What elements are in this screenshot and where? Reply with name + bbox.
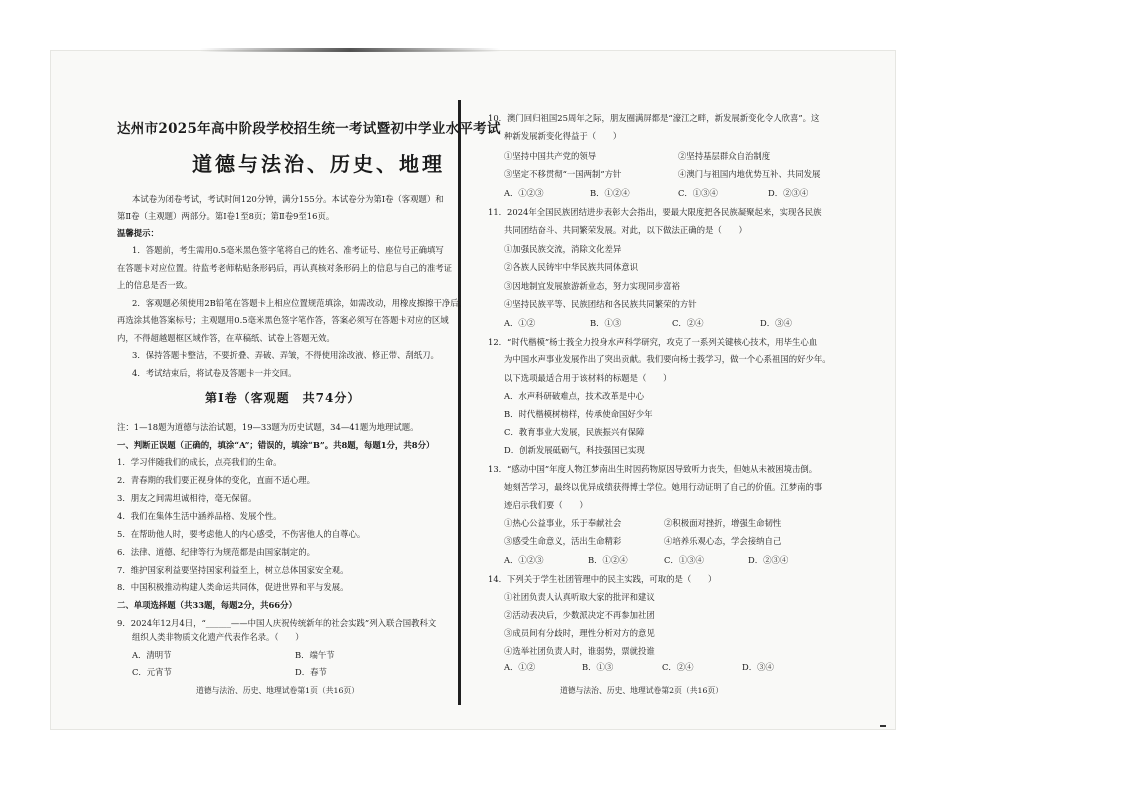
part1-heading: 一、判断正误题（正确的，填涂“A”；错误的，填涂“B”。共8题，每题1分，共8分） <box>117 440 435 450</box>
question-9-option-d: D．春节 <box>295 667 327 677</box>
question-9-line: 9．2024年12月4日，“______——中国人庆祝传统新年的社会实践”列入联合国教科文 <box>117 618 437 628</box>
exam-title: 达州市2025年高中阶段学校招生统一考试暨初中学业水平考试 <box>117 121 501 137</box>
question-10-option-d: D．②③④ <box>768 188 809 198</box>
question-11-statement: ③因地制宜发展旅游新业态，努力实现同步富裕 <box>504 281 680 291</box>
question-11-line: 共同团结奋斗、共同繁荣发展。对此，以下做法正确的是（ ） <box>504 225 747 235</box>
page-fold-divider <box>458 100 461 705</box>
question-13-option-c: C．①③④ <box>664 555 704 565</box>
question-11-option-d: D．③④ <box>760 318 792 328</box>
question-13-option-a: A．①②③ <box>504 555 544 565</box>
notice-line: 再选涂其他答案标号；主观题用0.5毫米黑色签字笔作答，答案必须写在答题卡对应的区域 <box>117 315 449 325</box>
true-false-item: 3．朋友之间需坦诚相待，毫无保留。 <box>117 493 257 503</box>
true-false-item: 7．维护国家利益要坚持国家利益至上，树立总体国家安全观。 <box>117 565 349 575</box>
question-14-statement: ④选举社团负责人时，谁弱势，票就投谁 <box>504 646 655 656</box>
scan-edge-shadow <box>200 48 500 52</box>
question-11-option-a: A．①② <box>504 318 536 328</box>
question-12-line: 以下选项最适合用于该材料的标题是（ ） <box>504 373 672 383</box>
question-14-statement: ①社团负责人认真听取大家的批评和建议 <box>504 592 655 602</box>
section-title: 第Ⅰ卷（客观题 共74分） <box>205 391 361 405</box>
notice-line: 1．答题前，考生需用0.5毫米黑色签字笔将自己的姓名、准考证号、座位号正确填写 <box>132 245 444 255</box>
true-false-item: 6．法律、道德、纪律等行为规范都是由国家制定的。 <box>117 547 315 557</box>
subject-title: 道德与法治、历史、地理 <box>192 152 445 176</box>
question-9-option-a: A．清明节 <box>132 650 172 660</box>
question-12-line: 为中国水声事业发展作出了突出贡献。我们要向杨士莪学习，做一个心系祖国的好少年。 <box>504 354 831 364</box>
question-11-option-c: C．②④ <box>672 318 704 328</box>
question-11-line: 11．2024年全国民族团结进步表彰大会指出，要最大限度把各民族凝聚起来，实现各民族 <box>488 207 822 217</box>
question-12-option-d: D．创新发展砥砺气，科技强国已实现 <box>504 445 645 455</box>
question-10-option-c: C．①③④ <box>678 188 718 198</box>
notice-line: 4．考试结束后，将试卷及答题卡一并交回。 <box>132 368 297 378</box>
question-13-statement: ②积极面对挫折，增强生命韧性 <box>664 518 782 528</box>
question-10-option-b: B．①②④ <box>590 188 630 198</box>
question-10-statement: ①坚持中国共产党的领导 <box>504 151 597 161</box>
question-12-option-a: A．水声科研破难点，技术改革是中心 <box>504 391 645 401</box>
part2-heading: 二、单项选择题（共33题，每题2分，共66分） <box>117 600 297 610</box>
question-9-line: 组织人类非物质文化遗产代表作名录。（ ） <box>132 632 304 642</box>
notice-line: 内，不得超越题框区域作答，在草稿纸、试卷上答题无效。 <box>117 333 335 343</box>
question-10-statement: ④澳门与祖国内地优势互补、共同发展 <box>678 169 821 179</box>
true-false-item: 1．学习伴随我们的成长，点亮我们的生命。 <box>117 457 282 467</box>
question-13-option-d: D．②③④ <box>748 555 789 565</box>
true-false-item: 2．青春期的我们要正视身体的变化，直面不适心理。 <box>117 475 315 485</box>
question-11-statement: ④坚持民族平等、民族团结和各民族共同繁荣的方针 <box>504 299 697 309</box>
question-13-statement: ④培养乐观心态，学会接纳自己 <box>664 536 782 546</box>
question-11-statement: ②各族人民铸牢中华民族共同体意识 <box>504 262 638 272</box>
question-10-option-a: A．①②③ <box>504 188 544 198</box>
question-10-statement: ②坚持基层群众自治制度 <box>678 151 771 161</box>
page-footer-right: 道德与法治、历史、地理试卷第2页（共16页） <box>560 686 724 695</box>
question-13-statement: ③感受生命意义，活出生命精彩 <box>504 536 622 546</box>
question-12-option-b: B．时代楷模树榜样，传承使命国好少年 <box>504 409 653 419</box>
question-13-line: 她刻苦学习，最终以优异成绩获得博士学位。她用行动证明了自己的价值。江梦南的事 <box>504 482 823 492</box>
question-10-line: 种新发展新变化得益于（ ） <box>504 131 622 141</box>
section-note: 注：1—18题为道德与法治试题，19—33题为历史试题，34—41题为地理试题。 <box>117 422 419 432</box>
question-9-option-b: B．端午节 <box>295 650 335 660</box>
question-13-option-b: B．①②④ <box>588 555 628 565</box>
page-footer-left: 道德与法治、历史、地理试卷第1页（共16页） <box>196 686 360 695</box>
true-false-item: 5．在帮助他人时，要考虑他人的内心感受，不伤害他人的自尊心。 <box>117 529 366 539</box>
question-11-option-b: B．①③ <box>590 318 622 328</box>
notice-line: 2．客观题必须使用2B铅笔在答题卡上相应位置规范填涂，如需改动，用橡皮擦擦干净后， <box>132 298 468 308</box>
question-14-option-a: A．①② <box>504 662 536 672</box>
question-14-line: 14．下列关于学生社团管理中的民主实践，可取的是（ ） <box>488 574 717 584</box>
notice-line: 3．保持答题卡整洁，不要折叠、弄破、弄皱，不得使用涂改液、修正带、刮纸刀。 <box>132 350 439 360</box>
question-14-statement: ②活动表决后，少数派决定不再参加社团 <box>504 610 655 620</box>
notice-line: 在答题卡对应位置。待监考老师粘贴条形码后，再认真核对条形码上的信息与自己的准考证 <box>117 263 452 273</box>
question-13-statement: ①热心公益事业，乐于奉献社会 <box>504 518 622 528</box>
question-14-option-b: B．①③ <box>582 662 614 672</box>
question-14-statement: ③成员间有分歧时，理性分析对方的意见 <box>504 628 655 638</box>
question-14-option-c: C．②④ <box>662 662 694 672</box>
notice-line: 上的信息是否一致。 <box>117 280 193 290</box>
true-false-item: 8．中国积极推动构建人类命运共同体，促进世界和平与发展。 <box>117 582 349 592</box>
question-10-statement: ③坚定不移贯彻“一国两制”方针 <box>504 169 622 179</box>
scan-corner-mark <box>880 725 886 727</box>
true-false-item: 4．我们在集体生活中涵养品格、发展个性。 <box>117 511 282 521</box>
question-12-option-c: C．教育事业大发展，民族振兴有保障 <box>504 427 645 437</box>
question-9-option-c: C．元宵节 <box>132 667 172 677</box>
question-10-line: 10．澳门回归祖国25周年之际，朋友圈满屏都是“濠江之畔，新发展新变化令人欣喜”。这 <box>488 113 820 123</box>
intro-line: 本试卷为闭卷考试，考试时间120分钟，满分155分。本试卷分为第Ⅰ卷（客观题）和 <box>132 194 444 204</box>
question-13-line: 13．“感动中国”年度人物江梦南出生时因药物原因导致听力丧失，但她从未被困境击倒。 <box>488 464 818 474</box>
intro-line: 第Ⅱ卷（主观题）两部分。第Ⅰ卷1至8页；第Ⅱ卷9至16页。 <box>117 211 335 221</box>
notice-heading: 温馨提示： <box>117 228 159 238</box>
question-14-option-d: D．③④ <box>742 662 774 672</box>
question-13-line: 迹启示我们要（ ） <box>504 500 588 510</box>
question-11-statement: ①加强民族交流，消除文化差异 <box>504 244 622 254</box>
question-12-line: 12．“时代楷模”杨士莪全力投身水声科学研究，攻克了一系列关键核心技术，用毕生心血 <box>488 337 818 347</box>
